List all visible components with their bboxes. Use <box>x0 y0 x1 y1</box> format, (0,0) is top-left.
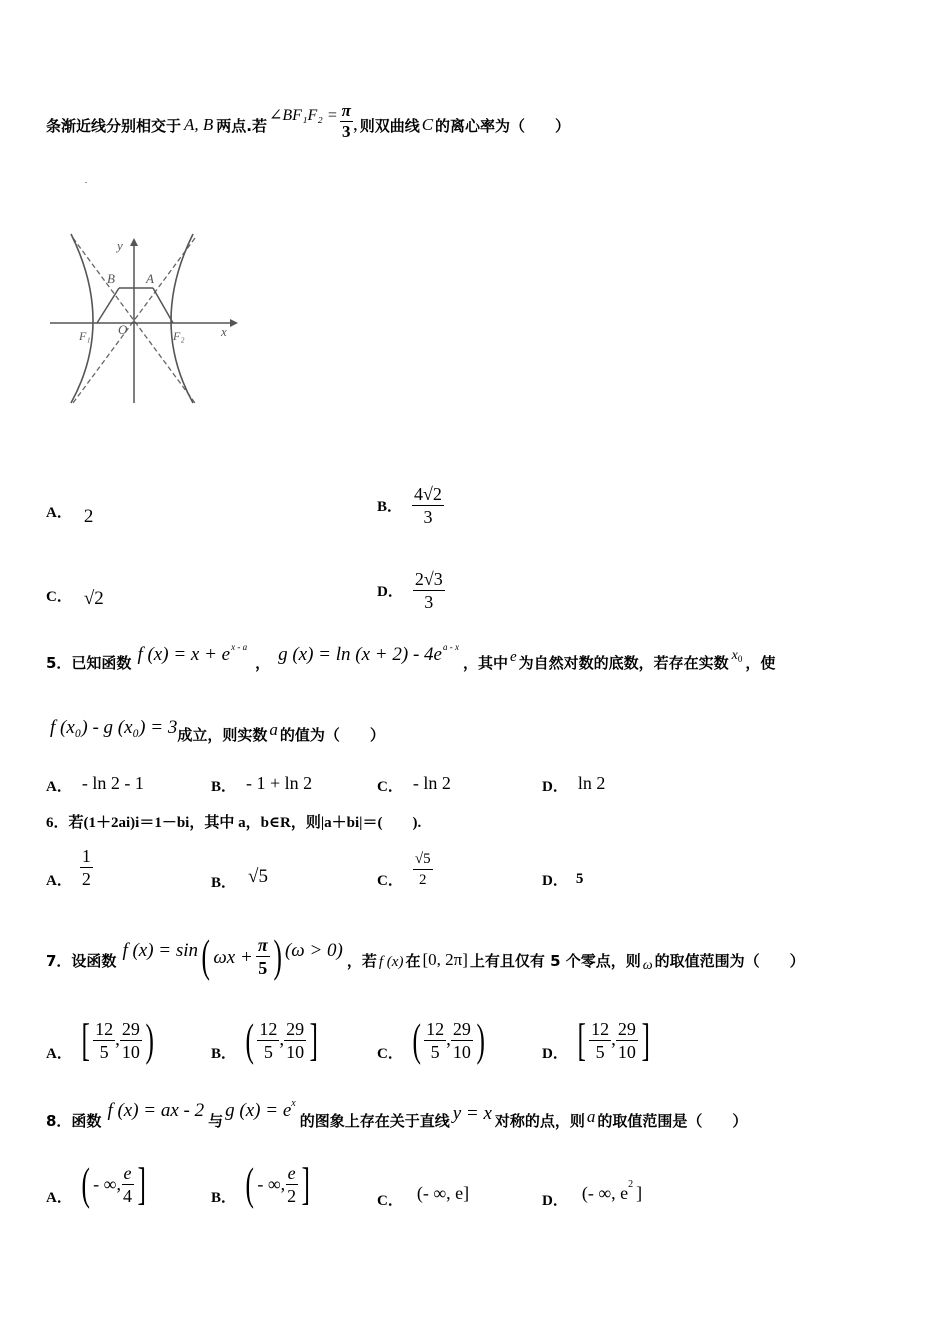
hyperbola-figure <box>45 228 245 408</box>
bracket-left: ( <box>412 1014 421 1065</box>
option-label: A． <box>46 778 72 795</box>
option-label: C． <box>377 1045 403 1062</box>
q8-f-expr: f (x) = ax - 2 <box>107 1100 205 1121</box>
fraction-1 <box>257 1018 279 1063</box>
option-prefix: - ∞, <box>93 1173 121 1194</box>
option-label: B． <box>211 1189 237 1206</box>
q4-angle: ∠BF₁F₂ = <box>269 107 338 124</box>
q5-stem-line2 <box>50 712 385 756</box>
q7-five: 5 <box>258 957 268 978</box>
q8-text2: 的图象上存在关于直线 <box>299 1111 450 1130</box>
fraction-denominator: 5 <box>263 1041 273 1062</box>
q8-option-c[interactable] <box>377 1178 469 1208</box>
fraction-2 <box>616 1018 638 1063</box>
option-label: B． <box>211 778 237 795</box>
option-value: - 1 + ln 2 <box>246 772 313 793</box>
q5-number: 5．已知函数 <box>46 653 132 672</box>
q5-text4: 成立，则实数 <box>177 725 268 744</box>
q5-option-b[interactable] <box>211 770 312 800</box>
option-prefix: - ∞, <box>257 1173 286 1194</box>
fraction-denominator: 10 <box>452 1041 471 1062</box>
fraction-numerator: e <box>287 1162 296 1183</box>
q8-option-a[interactable] <box>46 1156 149 1212</box>
fig-b-label: B <box>107 271 115 286</box>
fraction-denominator: 2 <box>418 871 427 888</box>
q5-f-expr: f (x) = x + e <box>137 644 231 665</box>
fraction-denominator: 10 <box>617 1041 636 1062</box>
q8-line: y = x <box>452 1103 492 1124</box>
fraction-denominator: 4 <box>123 1185 132 1206</box>
option-label: C． <box>46 588 72 605</box>
option-value: (- ∞, e] <box>416 1182 470 1203</box>
q7-interval: [0, 2π] <box>422 950 468 969</box>
bracket-left: ( <box>81 1158 90 1209</box>
fraction-numerator: 29 <box>452 1018 471 1039</box>
fraction-denominator: 3 <box>424 591 434 612</box>
q4-three: 3 <box>342 121 351 141</box>
q4-after: 则双曲线 <box>359 116 420 135</box>
option-fraction <box>121 1162 134 1207</box>
q7-text3: 上有且仅有 5 个零点，则 <box>469 951 641 970</box>
option-label: D． <box>542 1192 568 1209</box>
option-superscript: 2 <box>628 1178 634 1190</box>
option-fraction <box>413 568 445 613</box>
fraction-numerator: 12 <box>95 1018 114 1039</box>
q8-stem <box>46 1098 747 1142</box>
q7-option-d[interactable]: D． [ $\frac{12}{5}$ , $\frac{29}{10}$ ] <box>542 1014 650 1065</box>
q8-text4: 的取值范围是（ ） <box>597 1111 748 1130</box>
option-value: - ln 2 <box>412 772 451 793</box>
q5-stem-line1 <box>46 640 775 684</box>
fraction-numerator: 12 <box>591 1018 610 1039</box>
q8-option-b[interactable] <box>211 1156 314 1212</box>
q4-pi-over-3 <box>340 101 353 142</box>
fraction-numerator: e <box>123 1162 132 1183</box>
q7-cond: (ω > 0) <box>284 940 343 961</box>
q8-text1: 与 <box>208 1111 224 1130</box>
option-label: D． <box>377 583 403 600</box>
q4-curve: C <box>421 115 434 134</box>
q5-a: a <box>269 720 278 739</box>
option-fraction <box>412 483 444 528</box>
option-value: ln 2 <box>577 772 606 793</box>
q4-end: 的离心率为（ ） <box>435 116 571 135</box>
bracket-right: ] <box>137 1158 146 1209</box>
q7-text4: 的取值范围为（ ） <box>654 951 805 970</box>
option-fraction <box>413 849 433 890</box>
option-value: 2 <box>83 506 94 527</box>
option-label: B． <box>211 874 237 891</box>
q7-pi: π <box>257 934 268 955</box>
q5-option-a[interactable] <box>46 770 144 800</box>
q6-stem: 6．若(1＋2ai)i＝1－bi，其中 a，b∈R，则|a＋bi|＝( ). <box>46 815 422 831</box>
q5-option-d[interactable] <box>542 770 605 800</box>
q7-f-expr: f (x) = sin <box>122 940 199 961</box>
fraction-numerator: 29 <box>286 1018 305 1039</box>
q7-text2: 在 <box>405 951 421 970</box>
option-label: B． <box>377 498 403 515</box>
fraction-denominator: 5 <box>430 1041 440 1062</box>
fraction-numerator: 29 <box>121 1018 140 1039</box>
fraction-denominator: 2 <box>287 1185 297 1206</box>
q7-pi-over-5 <box>256 934 270 979</box>
q5-x0-sub: 0 <box>737 654 743 664</box>
option-close: ] <box>636 1182 643 1203</box>
fraction-numerator: 1 <box>81 845 91 866</box>
q8-a: a <box>586 1107 596 1126</box>
fraction-2 <box>451 1018 473 1063</box>
fraction-1 <box>93 1018 115 1063</box>
bracket-left: ( <box>245 1158 254 1209</box>
fraction-denominator: 10 <box>286 1041 305 1062</box>
fraction-numerator: √5 <box>413 849 433 870</box>
bracket-right: ) <box>145 1014 154 1065</box>
q5-condition: f (x₀) - g (x₀) = 3 <box>50 717 178 738</box>
right-paren: ) <box>273 930 282 981</box>
q7-text1: ，若 <box>346 951 377 970</box>
fig-o-label: O <box>118 322 128 337</box>
option-fraction <box>285 1162 298 1207</box>
option-value: 5 <box>575 870 584 887</box>
stray-dot <box>85 182 87 183</box>
fraction-denominator: 10 <box>121 1041 140 1062</box>
bracket-right: ] <box>309 1014 318 1065</box>
q5-e: e <box>509 648 517 665</box>
q8-text3: 对称的点，则 <box>494 1111 585 1130</box>
q8-g-expr: g (x) = e <box>225 1100 292 1121</box>
q5-sep: ， <box>255 653 271 672</box>
q7-option-c[interactable]: C． ( $\frac{12}{5}$ , $\frac{29}{10}$ ) <box>377 1014 485 1065</box>
q6-option-c[interactable] <box>377 846 433 892</box>
bracket-right: ) <box>476 1014 485 1065</box>
option-label: A． <box>46 872 72 889</box>
q5-text1: ，其中 <box>462 653 508 672</box>
option-value: √5 <box>248 866 268 887</box>
option-label: C． <box>377 872 403 889</box>
bracket-left: ( <box>245 1014 254 1065</box>
fig-f2-label: F₂ <box>173 329 185 343</box>
fraction-numerator: 12 <box>259 1018 278 1039</box>
q4-mid: 两点.若 <box>216 116 267 135</box>
option-label: D． <box>542 1045 568 1062</box>
option-value: - ln 2 - 1 <box>81 772 144 793</box>
q4-intro: 条渐近线分别相交于 <box>46 116 182 135</box>
fig-x-label: x <box>221 324 227 339</box>
q4-option-c[interactable] <box>46 572 104 618</box>
q4-stem: 条渐近线分别相交于 A, B 两点.若 ∠BF₁F₂ = $\frac{\pi}{3}$ , 则双曲线 C 的离心率为（ ） <box>46 100 571 141</box>
q5-option-c[interactable] <box>377 770 451 800</box>
fraction-2 <box>120 1018 142 1063</box>
q4-option-b[interactable] <box>377 470 444 540</box>
fraction-numerator: 12 <box>426 1018 445 1039</box>
fraction-numerator: 29 <box>617 1018 636 1039</box>
q6-option-a[interactable] <box>46 842 93 892</box>
q5-x0: x <box>731 648 738 663</box>
fraction-denominator: 3 <box>423 506 433 527</box>
option-label: A． <box>46 504 72 521</box>
q7-option-b[interactable]: B． ( $\frac{12}{5}$ , $\frac{29}{10}$ ] <box>211 1014 318 1065</box>
q5-text2: 为自然对数的底数，若存在实数 <box>518 653 729 672</box>
option-label: D． <box>542 872 568 889</box>
q4-pi: π <box>341 100 351 120</box>
option-value: (- ∞, e <box>581 1182 629 1203</box>
q6-option-d[interactable] <box>542 866 583 892</box>
q4-points: A, B <box>184 115 214 134</box>
q5-g-exp: a - x <box>442 642 459 652</box>
bracket-left: [ <box>81 1014 90 1065</box>
q7-inner: ωx + <box>213 947 253 968</box>
bracket-right: ] <box>641 1014 650 1065</box>
q8-option-d[interactable] <box>542 1178 642 1208</box>
option-label: A． <box>46 1045 72 1062</box>
q5-text5: 的值为（ ） <box>279 725 385 744</box>
q7-fx: f (x) <box>378 953 404 970</box>
q4-option-a[interactable] <box>46 488 93 534</box>
option-label: B． <box>211 1045 237 1062</box>
q7-option-a[interactable]: A． [ $\frac{12}{5}$ , $\frac{29}{10}$ ) <box>46 1014 154 1065</box>
option-value: √2 <box>83 588 104 609</box>
option-fraction <box>80 845 93 890</box>
option-label: A． <box>46 1189 72 1206</box>
left-paren: ( <box>201 930 210 981</box>
q5-f-exp: x - a <box>231 642 248 652</box>
fraction-numerator: 2√3 <box>414 568 443 589</box>
q6-option-b[interactable] <box>211 862 268 892</box>
q5-text3: ，使 <box>745 653 776 672</box>
fraction-denominator: 5 <box>595 1041 605 1062</box>
q8-number: 8．函数 <box>46 1111 102 1130</box>
fraction-denominator: 5 <box>99 1041 109 1062</box>
q7-stem <box>46 928 805 992</box>
fig-y-label: y <box>117 238 123 253</box>
fig-a-label: A <box>146 271 154 286</box>
q7-omega: ω <box>642 958 653 973</box>
q8-g-exp: x <box>291 1097 296 1109</box>
option-label: C． <box>377 1192 403 1209</box>
fraction-numerator: 4√2 <box>414 483 442 504</box>
bracket-left: [ <box>577 1014 586 1065</box>
option-label: C． <box>377 778 403 795</box>
option-label: D． <box>542 778 568 795</box>
fraction-denominator: 2 <box>81 868 91 889</box>
q5-g-expr: g (x) = ln (x + 2) - 4e <box>278 644 442 665</box>
q4-option-d[interactable] <box>377 555 445 625</box>
fraction-2 <box>284 1018 306 1063</box>
fig-f1-label: F₁ <box>79 329 91 343</box>
q7-number: 7．设函数 <box>46 951 117 970</box>
bracket-right: ] <box>301 1158 311 1209</box>
fraction-1 <box>589 1018 611 1063</box>
fraction-1 <box>424 1018 446 1063</box>
